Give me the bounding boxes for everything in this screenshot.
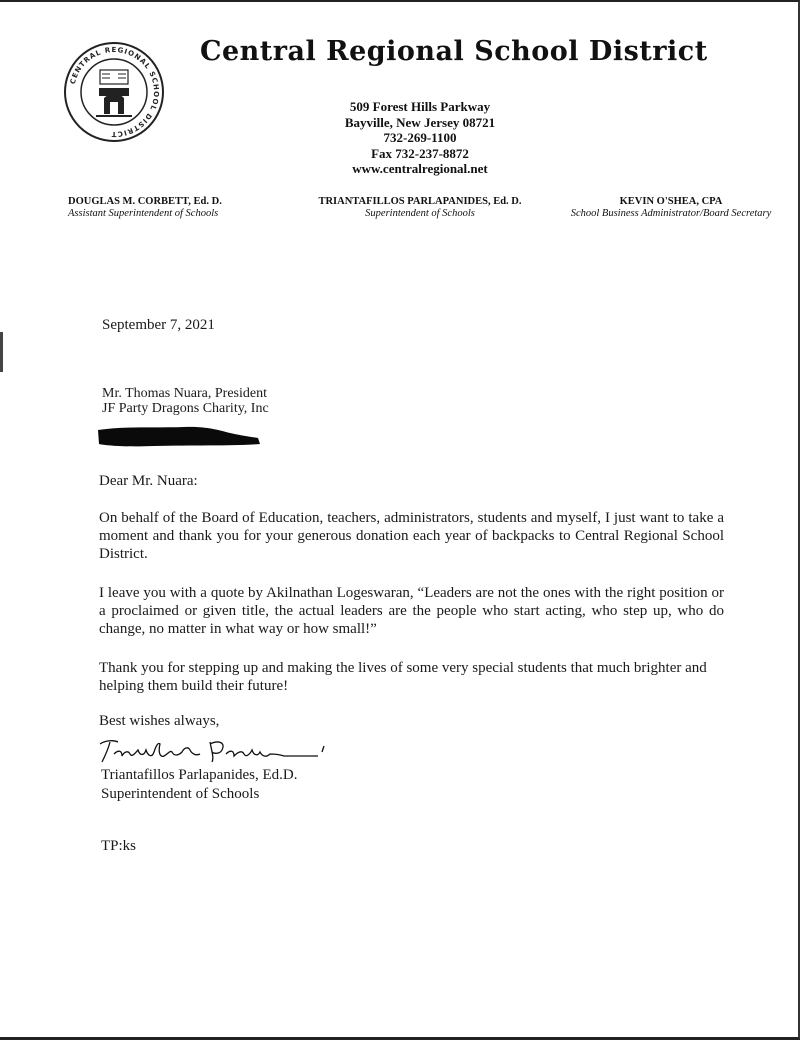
- scan-edge-mark: [0, 332, 3, 372]
- district-name: Central Regional School District: [200, 36, 708, 67]
- salutation: Dear Mr. Nuara:: [99, 473, 198, 489]
- officer-title: Superintendent of Schools: [365, 208, 475, 219]
- paragraph-closing-thanks: Thank you for stepping up and making the lives of some very special students that much brighter and helping them build their future!: [99, 660, 707, 694]
- officer-superintendent: [315, 196, 525, 220]
- website: www.centralregional.net: [352, 161, 488, 176]
- signer-name: Triantafillos Parlapanides, Ed.D.: [101, 767, 298, 783]
- officer-name: KEVIN O'SHEA, CPA: [619, 196, 723, 207]
- closing: Best wishes always,: [99, 713, 220, 729]
- address-line1: 509 Forest Hills Parkway: [349, 99, 491, 114]
- district-seal-icon: [62, 40, 166, 144]
- officer-business-administrator: [568, 196, 774, 220]
- fax-number: Fax 732-237-8872: [371, 145, 469, 161]
- signer-title: Superintendent of Schools: [101, 786, 260, 802]
- letter-date: September 7, 2021: [102, 317, 215, 333]
- handwritten-signature: [92, 732, 332, 768]
- address-block: [300, 99, 540, 177]
- officer-name: TRIANTAFILLOS PARLAPANIDES, Ed. D.: [318, 196, 522, 207]
- typist-initials: TP:ks: [101, 838, 137, 854]
- address-line2: Bayville, New Jersey 08721: [344, 114, 496, 130]
- paragraph-thanks: On behalf of the Board of Education, teachers, administrators, students and myself, I just want to take a moment and thank you for your generous donation each year of backpacks to Central Regional School District.: [99, 510, 724, 562]
- paragraph-quote: I leave you with a quote by Akilnathan Logeswaran, “Leaders are not the ones with the right position or a proclaimed or given title, the actual leaders are the people who start acting, who step up, who do change, no matter in what way or how small!”: [99, 585, 724, 637]
- signer-block: [101, 766, 298, 804]
- redacted-address: [94, 424, 262, 448]
- officer-assistant-superintendent: [68, 196, 222, 220]
- officer-title: School Business Administrator/Board Secretary: [570, 208, 772, 219]
- phone-number: 732-269-1100: [383, 130, 457, 145]
- seal-ring-text: CENTRAL REGIONAL SCHOOL DISTRICT: [68, 45, 161, 139]
- officer-title: Assistant Superintendent of Schools: [68, 208, 219, 219]
- recipient-block: [102, 386, 269, 416]
- recipient-line2: JF Party Dragons Charity, Inc: [102, 401, 269, 416]
- recipient-line1: Mr. Thomas Nuara, President: [102, 386, 267, 401]
- officer-name: DOUGLAS M. CORBETT, Ed. D.: [68, 196, 222, 207]
